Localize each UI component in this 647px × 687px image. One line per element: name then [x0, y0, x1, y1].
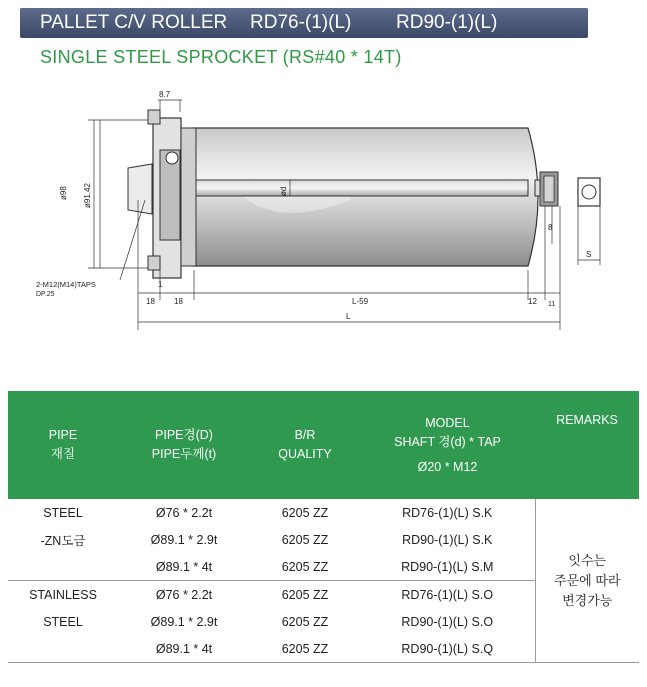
dim-91-42: ø91.42 — [83, 183, 92, 208]
col-remarks: REMARKS — [535, 391, 639, 499]
taps-note: 2-M12(M14)TAPS — [36, 280, 96, 289]
dim-8-7: 8.7 — [159, 90, 171, 99]
col-model: MODEL SHAFT 경(d) * TAP Ø20 * M12 — [360, 391, 535, 499]
dim-1: 1 — [158, 280, 163, 289]
page-title: PALLET C/V ROLLER — [40, 12, 228, 33]
dim-8: 8 — [548, 223, 553, 232]
dim-l-59: L-59 — [352, 297, 369, 306]
table-row: Ø89.1 * 4t 6205 ZZ RD90-(1)(L) S.Q — [8, 635, 639, 663]
table-row: STEEL Ø76 * 2.2t 6205 ZZ RD76-(1)(L) S.K 잇수는 주문에 따라 변경가능 — [8, 499, 639, 526]
dim-11: 11 — [548, 301, 556, 308]
dim-98: ø98 — [59, 186, 68, 200]
dim-12: 12 — [528, 297, 537, 306]
model-b-label: RD90-(1)(L) — [396, 12, 498, 33]
sprocket — [148, 110, 181, 278]
table-row: STAINLESS Ø76 * 2.2t 6205 ZZ RD76-(1)(L) S.O — [8, 581, 639, 609]
dim-l: L — [346, 312, 351, 321]
dim-18a: 18 — [146, 297, 155, 306]
dp-note: DP.25 — [36, 291, 55, 298]
subtitle: SINGLE STEEL SPROCKET (RS#40 * 14T) — [40, 47, 402, 67]
title-bar — [20, 8, 588, 38]
roller-tube — [192, 128, 538, 266]
table-row: STEEL Ø89.1 * 2.9t 6205 ZZ RD90-(1)(L) S.O — [43, 614, 494, 629]
col-pipe-material: PIPE 재질 — [8, 391, 118, 499]
technical-drawing — [0, 80, 647, 380]
model-a-label: RD76-(1)(L) — [250, 12, 352, 33]
remarks-note: 잇수는 주문에 따라 변경가능 — [535, 499, 639, 663]
table-header-row — [8, 391, 639, 499]
dim-s: S — [586, 250, 592, 259]
col-bearing: B/R QUALITY — [250, 391, 360, 499]
table-row: Ø89.1 * 4t 6205 ZZ RD90-(1)(L) S.M — [155, 559, 494, 574]
dim-18b: 18 — [174, 297, 183, 306]
dim-shaft-d: ød — [279, 186, 288, 196]
table-row: -ZN도금 Ø89.1 * 2.9t 6205 ZZ RD90-(1)(L) S.K — [40, 532, 493, 548]
spec-table — [8, 391, 639, 663]
col-pipe-size: PIPE경(D) PIPE두께(t) — [118, 391, 250, 499]
end-nut — [540, 172, 558, 206]
